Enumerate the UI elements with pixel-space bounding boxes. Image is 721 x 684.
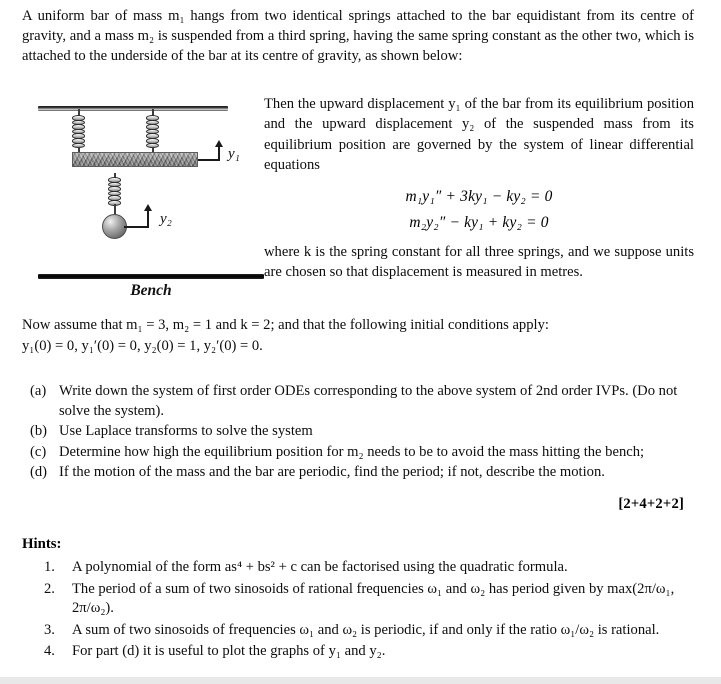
question-label-a: (a) — [30, 383, 47, 399]
question-label-d: (d) — [30, 464, 48, 481]
page-bottom-band — [0, 677, 721, 684]
hint-number-1: 1. — [44, 559, 55, 575]
question-item-b — [30, 422, 694, 442]
hint-text-2: The period of a sum of two sinosoids of rational frequencies ω₁ and ω₂ has period given by max(2π/ω₁, 2π/ω₂). — [72, 580, 675, 617]
spring-mass-diagram — [24, 98, 260, 303]
ceiling-bar — [38, 106, 228, 111]
question-label-b: (b) — [30, 423, 48, 440]
question-item-a — [30, 382, 694, 421]
assume-line-1: Now assume that m₁ = 3, m₂ = 1 and k = 2; and that the following initial conditions apply: — [22, 317, 549, 333]
hints-list — [40, 558, 694, 664]
spring-middle — [108, 173, 121, 216]
equation-1: m₁y₁″ + 3ky₁ − ky₂ = 0 — [405, 188, 553, 205]
marker-vertical-line — [218, 146, 220, 161]
hint-number-2: 2. — [44, 580, 55, 597]
hint-item-2 — [40, 580, 694, 619]
question-label-c: (c) — [30, 443, 47, 460]
hint-number-4: 4. — [44, 643, 55, 660]
hint-item-3 — [40, 621, 694, 641]
hints-heading: Hints: — [22, 536, 62, 552]
question-text-a: Write down the system of first order ODEs corresponding to the above system of 2nd order IVPs. (Do not solve the system). — [59, 383, 678, 419]
hint-item-1 — [40, 558, 694, 578]
assume-line-2: y₁(0) = 0, y₁′(0) = 0, y₂(0) = 1, y₂′(0) = 0. — [22, 338, 263, 354]
question-text-b: Use Laplace transforms to solve the system — [59, 423, 313, 440]
hint-text-4: For part (d) it is useful to plot the graphs of y₁ and y₂. — [72, 643, 386, 660]
question-text-c: Determine how high the equilibrium position for m₂ needs to be to avoid the mass hitting the bench; — [59, 443, 645, 460]
marks-allocation: [2+4+2+2] — [618, 496, 684, 512]
spring-left — [72, 109, 85, 156]
spring-right — [146, 109, 159, 156]
label-y1: y₁ — [228, 146, 240, 162]
hint-text-1: A polynomial of the form as⁴ + bs² + c can be factorised using the quadratic formula. — [72, 559, 568, 575]
hint-item-4 — [40, 642, 694, 662]
marker-vertical-line — [147, 211, 149, 228]
equation-2: m₂y₂″ − ky₁ + ky₂ = 0 — [409, 214, 549, 231]
question-item-d — [30, 463, 694, 483]
right-column-paragraph: Then the upward displacement y₁ of the bar from its equilibrium position and the upward displacement y₂ of the suspended mass from its equilibrium position are governed by the system of linear differential equations — [264, 96, 694, 174]
intro-paragraph: A uniform bar of mass m₁ hangs from two identical springs attached to the bar equidistant from its centre of gravity, and a mass m₂ is suspended from a third spring, having the same spring constant as the other two, which is attached to the underside of the bar at its centre of gravity, as shown below: — [22, 8, 694, 65]
marker-horizontal-line — [124, 226, 149, 228]
bench-label: Bench — [130, 282, 172, 299]
where-clause-paragraph: where k is the spring constant for all three springs, and we suppose units are chosen so that displacement is measured in metres. — [264, 244, 694, 281]
question-item-c — [30, 443, 694, 463]
assumptions-block — [22, 315, 694, 357]
bench-line — [38, 274, 264, 279]
marker-horizontal-line — [198, 159, 220, 161]
hint-text-3: A sum of two sinosoids of frequencies ω₁ and ω₂ is periodic, if and only if the ratio ω₁/ω₂ is rational. — [72, 621, 660, 638]
up-arrow-icon — [144, 204, 152, 211]
hint-number-3: 3. — [44, 621, 55, 638]
up-arrow-icon — [215, 140, 223, 147]
label-y2: y₂ — [160, 211, 172, 227]
question-list — [30, 382, 694, 484]
question-text-d: If the motion of the mass and the bar are periodic, find the period; if not, describe the motion. — [59, 464, 605, 481]
hanging-bar — [72, 152, 198, 167]
